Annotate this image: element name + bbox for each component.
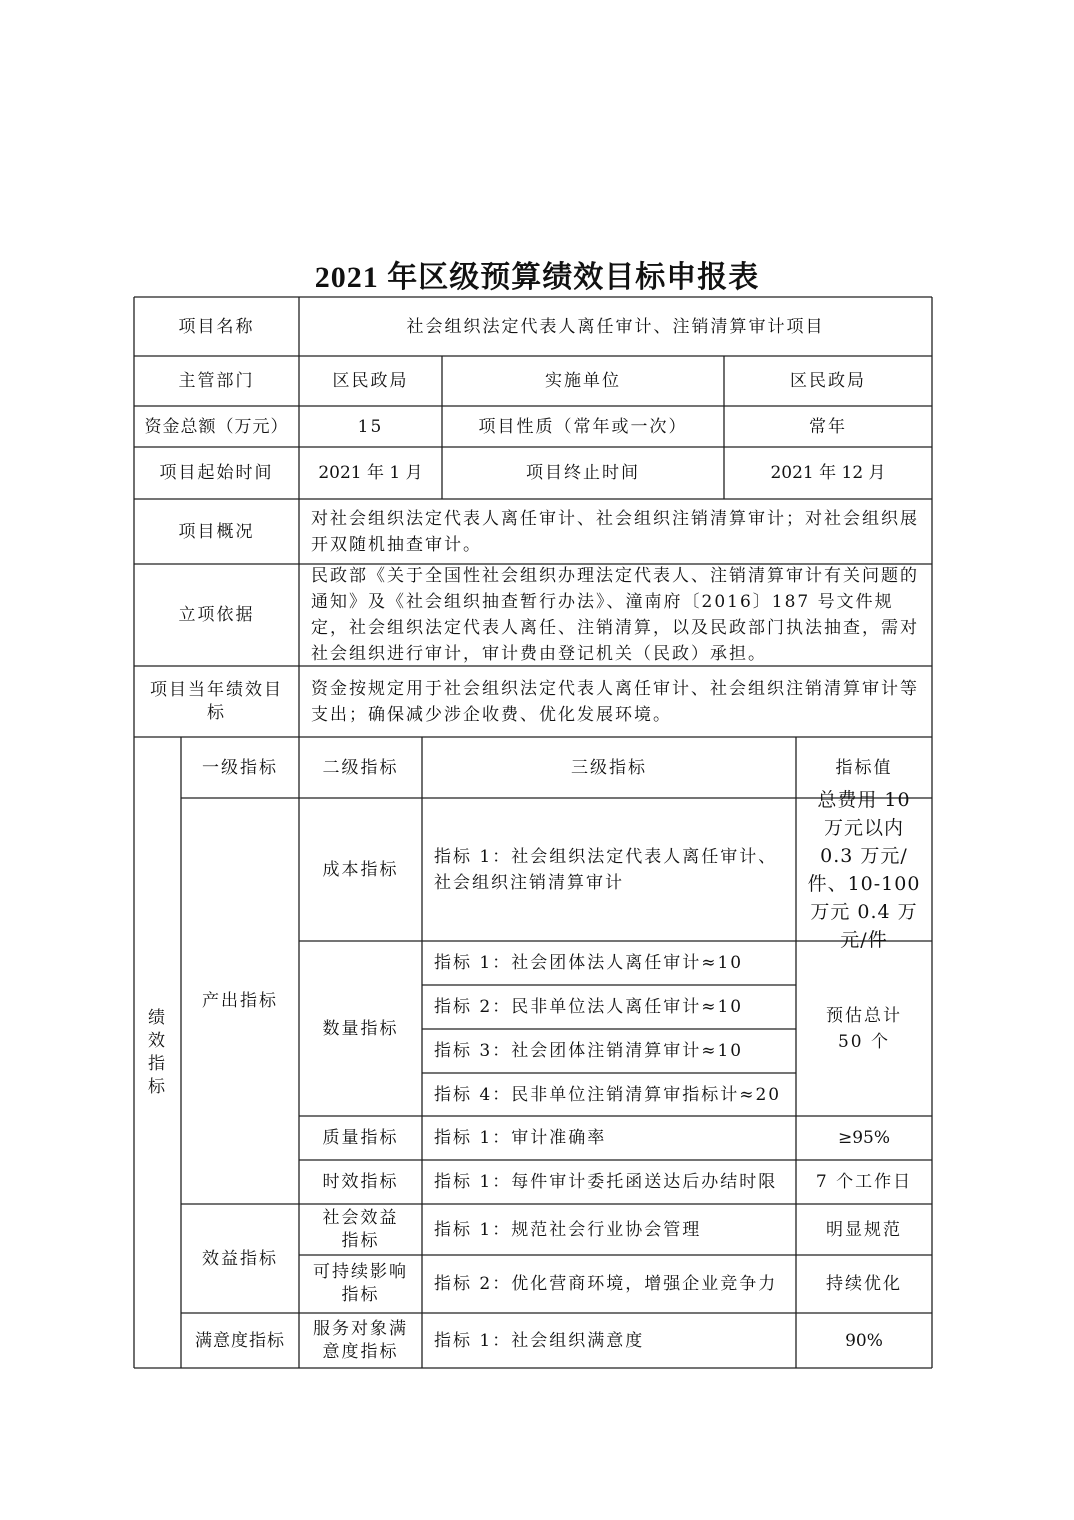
project-name-value: 社会组织法定代表人离任审计、注销清算审计项目: [406, 316, 825, 337]
sustainable-impact-item: 指标 2：优化营商环境，增强企业竞争力: [434, 1274, 778, 1294]
timeliness-indicator-value: 7 个工作日: [815, 1172, 913, 1192]
funds-value: 15: [357, 416, 384, 437]
quantity-item: 指标 3：社会团体注销清算审计≈10: [434, 1041, 744, 1061]
department-value: 区民政局: [332, 371, 409, 391]
goal-label: 项目当年绩效目标: [150, 679, 283, 723]
implementing-unit-value: 区民政局: [790, 371, 866, 391]
service-satisfaction-label: 服务对象满意度指标: [313, 1318, 408, 1362]
cost-indicator-value: 总费用 10 万元以内 0.3 万元/件、10-100 万元 0.4 万元/件: [807, 788, 921, 951]
project-nature-label: 项目性质（常年或一次）: [478, 416, 688, 437]
cost-indicator-label: 成本指标: [322, 859, 399, 880]
service-satisfaction-item: 指标 1：社会组织满意度: [434, 1330, 645, 1351]
header-level2: 二级指标: [322, 757, 399, 778]
satisfaction-indicator-label: 满意度指标: [195, 1330, 285, 1351]
timeliness-indicator-label: 时效指标: [322, 1172, 399, 1192]
page-title: 2021 年区级预算绩效目标申报表: [314, 261, 760, 294]
goal-value: 资金按规定用于社会组织法定代表人离任审计、社会组织注销清算审计等支出；确保减少涉企收费、优化发展环境。: [311, 678, 919, 725]
start-time-value: 2021 年 1 月: [318, 463, 423, 483]
section-label-char: 效: [148, 1030, 167, 1051]
social-benefit-value: 明显规范: [826, 1219, 902, 1240]
section-label-char: 指: [148, 1053, 167, 1074]
quantity-indicator-label: 数量指标: [322, 1018, 399, 1039]
header-value: 指标值: [835, 757, 893, 778]
funds-label: 资金总额（万元）: [144, 416, 289, 437]
quantity-item: 指标 2：民非单位法人离任审计≈10: [434, 997, 744, 1017]
end-time-label: 项目终止时间: [526, 463, 640, 483]
benefit-indicator-label: 效益指标: [202, 1248, 278, 1269]
cost-indicator-item: 指标 1：社会组织法定代表人离任审计、社会组织注销清算审计: [434, 846, 778, 893]
quality-indicator-item: 指标 1：审计准确率: [434, 1128, 607, 1148]
quality-indicator-label: 质量指标: [322, 1128, 399, 1148]
quantity-item: 指标 4：民非单位注销清算审指标计≈20: [434, 1084, 782, 1105]
basis-label: 立项依据: [178, 605, 255, 625]
output-indicator-label: 产出指标: [202, 991, 278, 1011]
quantity-indicator-value: 预估总计 50 个: [826, 1005, 902, 1052]
header-level3: 三级指标: [571, 757, 647, 778]
sustainable-impact-label: 可持续影响指标: [313, 1262, 408, 1305]
department-label: 主管部门: [178, 371, 255, 391]
end-time-value: 2021 年 12 月: [770, 463, 886, 483]
section-label-char: 标: [148, 1076, 167, 1097]
service-satisfaction-value: 90%: [845, 1330, 883, 1351]
overview-label: 项目概况: [178, 521, 255, 542]
project-nature-value: 常年: [809, 416, 847, 437]
overview-value: 对社会组织法定代表人离任审计、社会组织注销清算审计；对社会组织展开双随机抽查审计。: [311, 508, 919, 555]
start-time-label: 项目起始时间: [159, 463, 274, 483]
section-label-char: 绩: [148, 1007, 167, 1028]
performance-indicators-label: [134, 737, 181, 1368]
social-benefit-label: 社会效益指标: [322, 1207, 399, 1251]
quantity-item: 指标 1：社会团体法人离任审计≈10: [434, 953, 744, 973]
project-name-label: 项目名称: [178, 316, 255, 337]
social-benefit-item: 指标 1：规范社会行业协会管理: [434, 1219, 702, 1240]
sustainable-impact-value: 持续优化: [826, 1274, 902, 1294]
basis-value: 民政部《关于全国性社会组织办理法定代表人、注销清算审计有关问题的通知》及《社会组织抽查暂行办法》、潼南府〔2016〕187 号文件规定，社会组织法定代表人离任、注销清算，以及民政部门执法抽查，需对社会组织进行审计，审计费由登记机关（民政）承担。: [311, 566, 919, 664]
implementing-unit-label: 实施单位: [545, 371, 621, 391]
quality-indicator-value: ≥95%: [837, 1128, 891, 1148]
header-level1: 一级指标: [202, 757, 278, 778]
timeliness-indicator-item: 指标 1：每件审计委托函送达后办结时限: [434, 1172, 778, 1192]
